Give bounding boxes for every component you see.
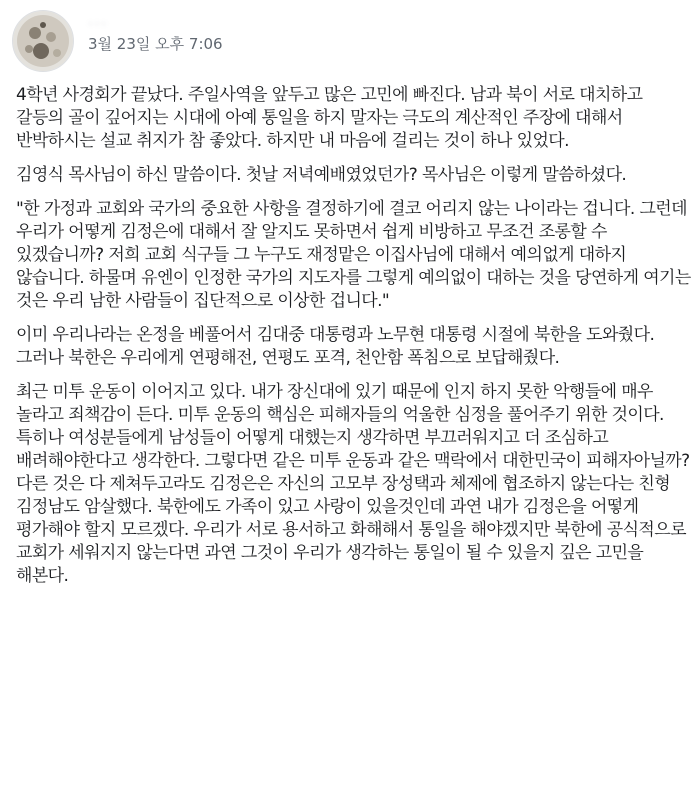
post-paragraph: 이미 우리나라는 온정을 베풀어서 김대중 대통령과 노무현 대통령 시절에 북한을 도와줬다. 그러나 북한은 우리에게 연평해전, 연평도 포격, 천안함 폭침으로 보답해줬다. [16, 325, 655, 368]
post-header [12, 10, 223, 72]
post-body [16, 84, 692, 588]
avatar[interactable] [12, 10, 74, 72]
author-name[interactable]: ··· [88, 15, 109, 33]
post-timestamp[interactable]: 3월 23일 오후 7:06 [88, 35, 223, 53]
post-paragraph: 최근 미투 운동이 이어지고 있다. 내가 장신대에 있기 때문에 인지 하지 못한 악행들에 매우 놀라고 죄책감이 든다. 미투 운동의 핵심은 피해자들의 억울한 심정을 풀어주기 위한 것이다. 특히나 여성분들에게 남성들이 어떻게 대했는지 생각하면 부끄러워지고 더 조심하고 배려해야한다고 생각한다. 그렇다면 같은 미투 운동과 같은 맥락에서 대한민국이 피해자아닐까? 다른 것은 다 제쳐두고라도 김정은은 자신의 고모부 장성택과 체제에 협조하지 않는다는 친형 김정남도 암살했다. 북한에도 가족이 있고 사랑이 있을것인데 과연 내가 김정은을 어떻게 평가해야 할지 모르겠다. 우리가 서로 용서하고 화해해서 통일을 해야겠지만 북한에 공식적으로 교회가 세워지지 않는다면 과연 그것이 우리가 생각하는 통일이 될 수 있을지 깊은 고민을 해본다. [16, 382, 690, 586]
post-meta [88, 10, 223, 54]
post-paragraph: 4학년 사경회가 끝났다. 주일사역을 앞두고 많은 고민에 빠진다. 남과 북이 서로 대치하고 갈등의 골이 깊어지는 시대에 아예 통일을 하지 말자는 극도의 계산적인 주장에 대해서 반박하시는 설교 취지가 참 좋았다. 하지만 내 마음에 걸리는 것이 하나 있었다. [16, 85, 643, 151]
post-paragraph: 김영식 목사님이 하신 말씀이다. 첫날 저녁예배였었던가? 목사님은 이렇게 말씀하셨다. [16, 165, 627, 185]
avatar-image [13, 11, 73, 71]
post-paragraph: "한 가정과 교회와 국가의 중요한 사항을 결정하기에 결코 어리지 않는 나이라는 겁니다. 그런데 우리가 어떻게 김정은에 대해서 잘 알지도 못하면서 쉽게 비방하고 무조건 조롱할 수 있겠습니까? 저희 교회 식구들 그 누구도 재정맡은 이집사님에 대해서 예의없게 대하지 않습니다. 하물며 유엔이 인정한 국가의 지도자를 그렇게 예의없이 대하는 것을 당연하게 여기는 것은 우리 남한 사람들이 집단적으로 이상한 겁니다." [16, 199, 691, 311]
